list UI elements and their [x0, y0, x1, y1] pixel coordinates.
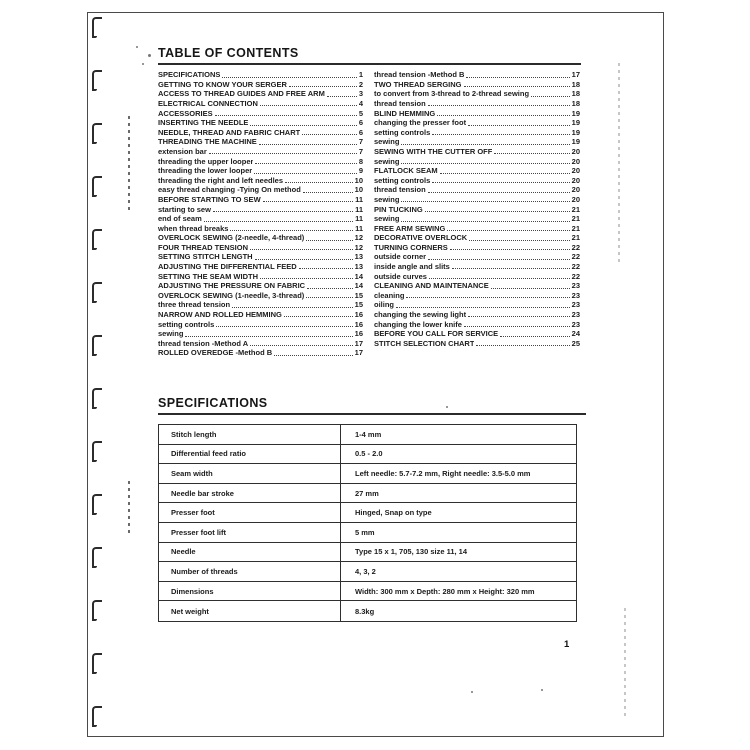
toc-entry-page: 9 — [358, 166, 363, 176]
dot-leader — [263, 201, 353, 202]
dot-leader — [437, 115, 569, 116]
toc-entry — [158, 319, 363, 329]
dot-leader — [216, 326, 352, 327]
toc-entry — [158, 185, 363, 195]
dot-leader — [468, 316, 570, 317]
toc-entry-title: inside angle and slits — [374, 262, 450, 272]
dot-leader — [450, 249, 570, 250]
toc-entry-page: 15 — [354, 300, 363, 310]
toc-entry — [374, 224, 580, 234]
toc-entry-page: 2 — [358, 79, 363, 89]
toc-entry-title: sewing — [374, 214, 400, 224]
toc-entry-title: outside curves — [374, 271, 427, 281]
toc-entry-page: 5 — [358, 108, 363, 118]
toc-entry — [374, 99, 580, 109]
toc-entry-title: sewing — [374, 194, 400, 204]
toc-entry-title: NEEDLE, THREAD AND FABRIC CHART — [158, 127, 301, 137]
toc-entry-page: 4 — [358, 98, 363, 108]
toc-entry — [374, 243, 580, 253]
toc-entry — [158, 176, 363, 186]
toc-entry — [374, 281, 580, 291]
dot-leader — [232, 307, 353, 308]
toc-entry — [374, 137, 580, 147]
toc-entry-title: SETTING THE SEAM WIDTH — [158, 271, 258, 281]
toc-entry-page: 3 — [358, 89, 363, 99]
spec-row — [159, 484, 576, 504]
toc-entry-page: 22 — [571, 262, 580, 272]
toc-entry-page: 14 — [354, 271, 363, 281]
toc-entry-title: BEFORE STARTING TO SEW — [158, 194, 261, 204]
dot-leader — [476, 345, 569, 346]
toc-entry — [158, 166, 363, 176]
spec-value: 1-4 mm — [355, 429, 382, 439]
binding-hook-icon — [92, 176, 102, 197]
toc-entry-page: 16 — [354, 329, 363, 339]
toc-entry — [158, 233, 363, 243]
toc-entry-title: SEWING WITH THE CUTTER OFF — [374, 146, 493, 156]
toc-entry-title: setting controls — [374, 127, 431, 137]
toc-entry — [158, 271, 363, 281]
binding-hook-icon — [92, 282, 102, 303]
toc-entry — [158, 99, 363, 109]
toc-entry-page: 8 — [358, 156, 363, 166]
toc-entry-title: changing the presser foot — [374, 118, 467, 128]
spec-value: 4, 3, 2 — [355, 566, 376, 576]
toc-entry — [374, 80, 580, 90]
toc-entry-page: 12 — [354, 233, 363, 243]
toc-entry-title: sewing — [374, 137, 400, 147]
toc-entry-page: 18 — [571, 79, 580, 89]
toc-entry-page: 15 — [354, 290, 363, 300]
toc-entry-title: cleaning — [374, 290, 405, 300]
toc-entry-title: setting controls — [158, 319, 215, 329]
toc-entry — [374, 339, 580, 349]
table-of-contents — [158, 70, 580, 358]
toc-entry-title: NARROW AND ROLLED HEMMING — [158, 310, 282, 320]
binding-hook-icon — [92, 547, 102, 568]
toc-entry — [374, 252, 580, 262]
toc-entry-title: threading the upper looper — [158, 156, 254, 166]
toc-entry — [374, 70, 580, 80]
toc-entry-page: 22 — [571, 242, 580, 252]
toc-entry — [158, 147, 363, 157]
toc-entry — [158, 108, 363, 118]
toc-entry-title: changing the sewing light — [374, 310, 467, 320]
spec-label: Net weight — [159, 601, 341, 621]
spec-row — [159, 582, 576, 602]
toc-entry-page: 14 — [354, 281, 363, 291]
toc-entry — [158, 70, 363, 80]
toc-entry — [158, 118, 363, 128]
dot-leader — [491, 288, 570, 289]
toc-entry-page: 20 — [571, 156, 580, 166]
toc-entry-title: when thread breaks — [158, 223, 229, 233]
toc-entry-page: 16 — [354, 319, 363, 329]
toc-entry-page: 23 — [571, 290, 580, 300]
toc-entry-page: 10 — [354, 175, 363, 185]
scan-speck — [471, 691, 473, 693]
spec-row — [159, 425, 576, 445]
toc-entry-page: 13 — [354, 252, 363, 262]
dot-leader — [259, 144, 357, 145]
specifications-table — [158, 424, 577, 622]
toc-entry-title: STITCH SELECTION CHART — [374, 338, 475, 348]
toc-entry-title: three thread tension — [158, 300, 231, 310]
toc-entry-page: 21 — [571, 233, 580, 243]
toc-entry-title: to convert from 3-thread to 2-thread sewing — [374, 89, 530, 99]
dot-leader — [466, 77, 569, 78]
dot-leader — [447, 230, 569, 231]
binding-hook-icon — [92, 494, 102, 515]
toc-entry-title: THREADING THE MACHINE — [158, 137, 257, 147]
scan-speck — [541, 689, 543, 691]
dot-leader — [429, 278, 570, 279]
dot-leader — [284, 316, 353, 317]
toc-entry-page: 21 — [571, 204, 580, 214]
dot-leader — [307, 288, 353, 289]
toc-entry-page: 21 — [571, 214, 580, 224]
toc-entry-page: 19 — [571, 127, 580, 137]
binding-hook-icon — [92, 17, 102, 38]
dot-leader — [285, 182, 353, 183]
toc-entry-title: ADJUSTING THE PRESSURE ON FABRIC — [158, 281, 306, 291]
toc-entry — [374, 156, 580, 166]
toc-entry — [158, 262, 363, 272]
toc-entry-page: 17 — [354, 348, 363, 358]
document-page — [87, 12, 664, 737]
spec-value: 8.3kg — [355, 606, 375, 616]
toc-entry-page: 7 — [358, 146, 363, 156]
spec-value: 5 mm — [355, 527, 375, 537]
toc-entry-page: 20 — [571, 185, 580, 195]
binding-hook-icon — [92, 388, 102, 409]
toc-entry — [158, 291, 363, 301]
scan-artifact — [624, 608, 626, 718]
toc-entry-page: 25 — [571, 338, 580, 348]
toc-entry-title: FREE ARM SEWING — [374, 223, 446, 233]
spec-row — [159, 601, 576, 621]
dot-leader — [406, 297, 569, 298]
spec-row — [159, 464, 576, 484]
toc-entry-title: outside corner — [374, 252, 427, 262]
toc-entry-page: 20 — [571, 166, 580, 176]
toc-entry-title: thread tension -Method B — [374, 70, 465, 80]
toc-entry-page: 11 — [355, 223, 363, 233]
dot-leader — [250, 345, 353, 346]
toc-left-column — [158, 70, 363, 358]
spec-row — [159, 562, 576, 582]
toc-entry — [158, 214, 363, 224]
toc-entry — [374, 300, 580, 310]
toc-entry-title: setting controls — [374, 175, 431, 185]
toc-entry-page: 21 — [571, 223, 580, 233]
toc-entry-page: 20 — [571, 175, 580, 185]
binding-hook-icon — [92, 123, 102, 144]
toc-entry-title: BLIND HEMMING — [374, 108, 436, 118]
page-number: 1 — [564, 639, 570, 650]
dot-leader — [274, 355, 352, 356]
toc-entry — [374, 185, 580, 195]
dot-leader — [289, 86, 357, 87]
dot-leader — [440, 173, 570, 174]
toc-entry-title: threading the right and left needles — [158, 175, 284, 185]
toc-entry — [158, 348, 363, 358]
dot-leader — [250, 125, 356, 126]
binding-hook-icon — [92, 229, 102, 250]
scan-speck — [148, 54, 151, 57]
toc-entry — [374, 166, 580, 176]
toc-entry — [158, 252, 363, 262]
binding-hook-icon — [92, 600, 102, 621]
toc-entry — [374, 329, 580, 339]
toc-entry — [374, 89, 580, 99]
toc-entry-title: FOUR THREAD TENSION — [158, 242, 248, 252]
toc-entry — [374, 128, 580, 138]
toc-entry-page: 19 — [571, 118, 580, 128]
dot-leader — [303, 192, 353, 193]
toc-entry-page: 11 — [355, 214, 363, 224]
toc-entry-page: 11 — [355, 194, 363, 204]
toc-entry — [158, 137, 363, 147]
binding-hook-icon — [92, 653, 102, 674]
dot-leader — [213, 211, 353, 212]
dot-leader — [452, 268, 570, 269]
toc-entry-title: GETTING TO KNOW YOUR SERGER — [158, 79, 287, 89]
toc-entry-page: 18 — [571, 89, 580, 99]
toc-entry-title: end of seam — [158, 214, 202, 224]
dot-leader — [299, 268, 353, 269]
dot-leader — [255, 259, 353, 260]
spec-row — [159, 503, 576, 523]
dot-leader — [468, 125, 570, 126]
toc-entry-page: 7 — [358, 137, 363, 147]
toc-entry-page: 6 — [358, 118, 363, 128]
dot-leader — [428, 105, 570, 106]
toc-entry — [374, 176, 580, 186]
toc-entry-page: 1 — [358, 70, 363, 80]
toc-entry — [158, 156, 363, 166]
dot-leader — [401, 144, 569, 145]
dot-leader — [432, 134, 569, 135]
toc-entry — [158, 224, 363, 234]
dot-leader — [464, 86, 570, 87]
toc-entry-page: 23 — [571, 310, 580, 320]
toc-entry-title: DECORATIVE OVERLOCK — [374, 233, 468, 243]
toc-entry — [158, 310, 363, 320]
toc-entry — [374, 271, 580, 281]
toc-entry-title: ACCESS TO THREAD GUIDES AND FREE ARM — [158, 89, 325, 99]
dot-leader — [469, 240, 569, 241]
toc-entry-page: 23 — [571, 300, 580, 310]
dot-leader — [222, 77, 356, 78]
toc-entry — [158, 80, 363, 90]
toc-entry — [374, 204, 580, 214]
toc-entry-title: ROLLED OVEREDGE -Method B — [158, 348, 273, 358]
toc-entry-page: 20 — [571, 146, 580, 156]
toc-entry — [374, 108, 580, 118]
toc-entry — [374, 118, 580, 128]
spec-value: Width: 300 mm x Depth: 280 mm x Height: 320 mm — [355, 586, 535, 596]
toc-entry — [158, 195, 363, 205]
toc-entry-page: 6 — [358, 127, 363, 137]
dot-leader — [306, 297, 352, 298]
dot-leader — [432, 182, 569, 183]
dot-leader — [464, 326, 570, 327]
scan-speck — [136, 46, 138, 48]
binding-hook-icon — [92, 335, 102, 356]
toc-entry — [374, 319, 580, 329]
toc-entry-title: OVERLOCK SEWING (1-needle, 3-thread) — [158, 290, 305, 300]
toc-entry — [158, 339, 363, 349]
toc-entry-title: BEFORE YOU CALL FOR SERVICE — [374, 329, 499, 339]
dot-leader — [500, 336, 569, 337]
toc-entry-title: ELECTRICAL CONNECTION — [158, 98, 258, 108]
binding-hook-icon — [92, 441, 102, 462]
toc-entry-title: TWO THREAD SERGING — [374, 79, 462, 89]
spec-value: Hinged, Snap on type — [355, 508, 432, 518]
spec-label: Presser foot — [159, 503, 341, 522]
toc-entry-title: starting to sew — [158, 204, 211, 214]
toc-heading: TABLE OF CONTENTS — [158, 46, 581, 65]
dot-leader — [401, 201, 569, 202]
toc-entry-page: 19 — [571, 108, 580, 118]
spec-value: 27 mm — [355, 488, 379, 498]
spec-row — [159, 523, 576, 543]
dot-leader — [401, 163, 569, 164]
toc-entry-title: PIN TUCKING — [374, 204, 423, 214]
binding-hook-icon — [92, 70, 102, 91]
toc-entry-page: 11 — [355, 204, 363, 214]
scan-artifact — [128, 116, 130, 212]
toc-entry-title: thread tension — [374, 98, 426, 108]
toc-entry-title: oiling — [374, 300, 394, 310]
toc-entry-title: SPECIFICATIONS — [158, 70, 221, 80]
toc-entry-page: 22 — [571, 252, 580, 262]
spec-label: Stitch length — [159, 425, 341, 444]
toc-entry-page: 22 — [571, 271, 580, 281]
toc-entry — [158, 128, 363, 138]
toc-entry — [158, 281, 363, 291]
toc-entry — [374, 291, 580, 301]
dot-leader — [302, 134, 357, 135]
toc-entry — [158, 243, 363, 253]
scan-artifact — [128, 481, 130, 537]
scan-artifact — [618, 63, 620, 263]
dot-leader — [327, 96, 357, 97]
toc-entry-title: threading the lower looper — [158, 166, 253, 176]
toc-entry — [374, 233, 580, 243]
toc-entry-title: FLATLOCK SEAM — [374, 166, 438, 176]
toc-entry — [374, 195, 580, 205]
toc-entry-title: TURNING CORNERS — [374, 242, 448, 252]
toc-entry — [158, 89, 363, 99]
toc-entry — [158, 204, 363, 214]
spec-value: Left needle: 5.7-7.2 mm, Right needle: 3.5-5.0 mm — [355, 468, 531, 478]
toc-entry — [158, 300, 363, 310]
specifications-heading: SPECIFICATIONS — [158, 396, 586, 415]
toc-entry-title: sewing — [158, 329, 184, 339]
toc-entry — [374, 214, 580, 224]
toc-entry-page: 20 — [571, 194, 580, 204]
toc-entry-title: extension bar — [158, 146, 207, 156]
toc-entry-page: 23 — [571, 319, 580, 329]
toc-entry-title: changing the lower knife — [374, 319, 462, 329]
dot-leader — [254, 173, 357, 174]
dot-leader — [428, 259, 570, 260]
binding-hook-icon — [92, 706, 102, 727]
toc-entry-page: 19 — [571, 137, 580, 147]
toc-entry-title: ADJUSTING THE DIFFERENTIAL FEED — [158, 262, 297, 272]
toc-entry-page: 17 — [571, 70, 580, 80]
spec-row — [159, 445, 576, 465]
dot-leader — [230, 230, 353, 231]
spec-label: Differential feed ratio — [159, 445, 341, 464]
toc-entry-title: easy thread changing -Tying On method — [158, 185, 301, 195]
dot-leader — [306, 240, 352, 241]
dot-leader — [428, 192, 570, 193]
toc-entry — [374, 310, 580, 320]
toc-entry-title: sewing — [374, 156, 400, 166]
dot-leader — [396, 307, 570, 308]
spec-value: 0.5 - 2.0 — [355, 449, 383, 459]
toc-entry-page: 13 — [354, 262, 363, 272]
toc-entry-page: 12 — [354, 242, 363, 252]
dot-leader — [260, 105, 357, 106]
toc-entry-title: CLEANING AND MAINTENANCE — [374, 281, 489, 291]
spec-value: Type 15 x 1, 705, 130 size 11, 14 — [355, 547, 468, 557]
spec-label: Needle bar stroke — [159, 484, 341, 503]
dot-leader — [185, 336, 352, 337]
toc-entry — [374, 147, 580, 157]
toc-entry-page: 23 — [571, 281, 580, 291]
dot-leader — [215, 115, 357, 116]
toc-entry-title: thread tension — [374, 185, 426, 195]
toc-entry — [158, 329, 363, 339]
toc-right-column — [374, 70, 580, 358]
spec-label: Dimensions — [159, 582, 341, 601]
toc-entry-title: ACCESSORIES — [158, 108, 213, 118]
spec-label: Number of threads — [159, 562, 341, 581]
dot-leader — [260, 278, 353, 279]
toc-entry-page: 24 — [571, 329, 580, 339]
toc-entry-title: OVERLOCK SEWING (2-needle, 4-thread) — [158, 233, 305, 243]
dot-leader — [531, 96, 570, 97]
dot-leader — [494, 153, 569, 154]
toc-entry-page: 18 — [571, 98, 580, 108]
spec-label: Seam width — [159, 464, 341, 483]
dot-leader — [250, 249, 353, 250]
toc-entry-page: 17 — [354, 338, 363, 348]
dot-leader — [425, 211, 570, 212]
dot-leader — [209, 153, 357, 154]
toc-entry — [374, 262, 580, 272]
dot-leader — [204, 221, 353, 222]
toc-entry-page: 16 — [354, 310, 363, 320]
scan-speck — [142, 63, 144, 65]
toc-entry-title: INSERTING THE NEEDLE — [158, 118, 249, 128]
spec-label: Needle — [159, 543, 341, 562]
dot-leader — [255, 163, 356, 164]
spec-label: Presser foot lift — [159, 523, 341, 542]
dot-leader — [401, 221, 569, 222]
toc-entry-title: thread tension -Method A — [158, 338, 249, 348]
spec-row — [159, 543, 576, 563]
toc-entry-title: SETTING STITCH LENGTH — [158, 252, 253, 262]
toc-entry-page: 10 — [354, 185, 363, 195]
